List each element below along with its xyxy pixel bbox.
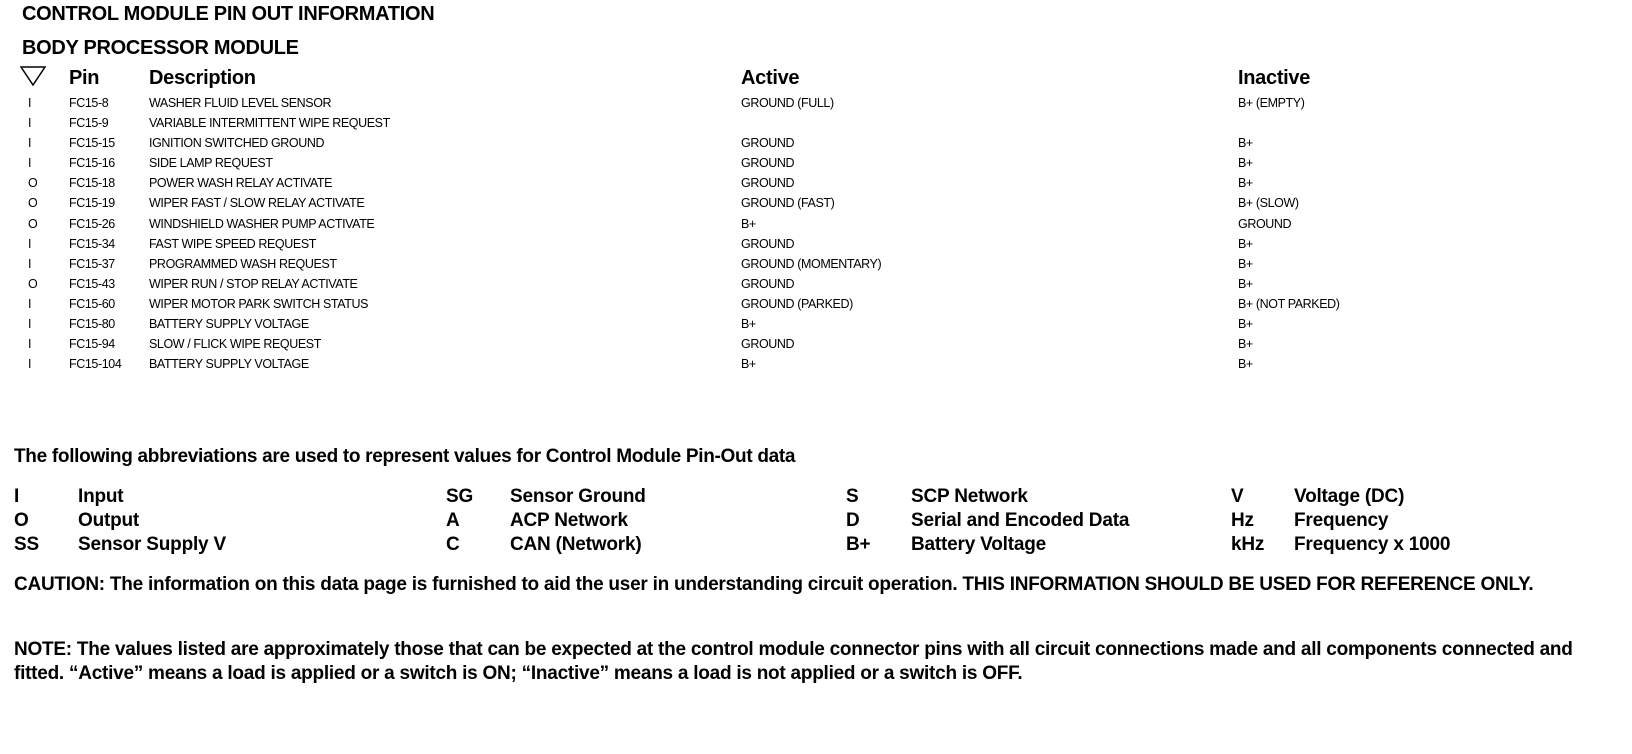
- abbreviation-code: D: [846, 510, 860, 531]
- io-cell: O: [28, 176, 38, 191]
- abbreviation-meaning: SCP Network: [911, 486, 1028, 507]
- abbreviation-code: SG: [446, 486, 474, 507]
- inactive-cell: B+ (SLOW): [1238, 196, 1299, 211]
- table-row: [0, 317, 1632, 337]
- table-row: [0, 96, 1632, 116]
- active-cell: GROUND (MOMENTARY): [741, 256, 882, 271]
- table-row: [0, 237, 1632, 257]
- active-cell: B+: [741, 216, 756, 231]
- table-row: [0, 357, 1632, 377]
- pin-cell: FC15-43: [69, 276, 115, 291]
- io-cell: I: [28, 136, 32, 151]
- active-cell: GROUND: [741, 276, 795, 291]
- table-row: [0, 217, 1632, 237]
- description-column-header: Description: [149, 67, 256, 89]
- abbreviation-code: Hz: [1231, 510, 1254, 531]
- abbreviations-intro: The following abbreviations are used to represent values for Control Module Pin-Out data: [14, 446, 796, 467]
- io-cell: I: [28, 156, 32, 171]
- abbreviation-code: B+: [846, 534, 871, 555]
- description-cell: FAST WIPE SPEED REQUEST: [149, 236, 316, 251]
- module-title: BODY PROCESSOR MODULE: [22, 37, 299, 59]
- description-cell: WIPER MOTOR PARK SWITCH STATUS: [149, 296, 369, 311]
- table-row: [0, 297, 1632, 317]
- pin-cell: FC15-60: [69, 296, 115, 311]
- abbreviation-code: SS: [14, 534, 39, 555]
- pin-cell: FC15-15: [69, 136, 115, 151]
- io-cell: I: [28, 256, 32, 271]
- pin-column-header: Pin: [69, 67, 100, 89]
- caution-text: CAUTION: The information on this data page is furnished to aid the user in understanding circuit operation. THIS INFORMATION SHOULD BE USED FOR REFERENCE ONLY.: [14, 574, 1534, 595]
- description-cell: POWER WASH RELAY ACTIVATE: [149, 176, 333, 191]
- pin-cell: FC15-80: [69, 317, 115, 332]
- description-cell: WIPER FAST / SLOW RELAY ACTIVATE: [149, 196, 365, 211]
- abbreviation-code: I: [14, 486, 20, 507]
- table-row: [0, 176, 1632, 196]
- active-cell: GROUND: [741, 236, 795, 251]
- abbreviation-meaning: ACP Network: [510, 510, 628, 531]
- inactive-cell: GROUND: [1238, 216, 1292, 231]
- io-cell: I: [28, 96, 32, 110]
- note-text: NOTE: The values listed are approximately those that can be expected at the control module connector pins with all circuit connections made and all components connected and fitted. “Active” means a load is applied or a switch is ON; “Inactive” means a load is not applied or a switch is OFF.: [14, 639, 1573, 684]
- active-cell: GROUND: [741, 136, 795, 151]
- table-row: [0, 257, 1632, 277]
- inactive-cell: B+: [1238, 357, 1253, 372]
- description-cell: BATTERY SUPPLY VOLTAGE: [149, 317, 309, 332]
- inactive-cell: B+: [1238, 136, 1253, 151]
- description-cell: SIDE LAMP REQUEST: [149, 156, 273, 171]
- inactive-cell: B+: [1238, 236, 1253, 251]
- active-cell: GROUND (FAST): [741, 196, 835, 211]
- description-cell: WIPER RUN / STOP RELAY ACTIVATE: [149, 276, 358, 291]
- active-cell: GROUND: [741, 337, 795, 352]
- inactive-column-header: Inactive: [1238, 67, 1311, 89]
- io-cell: O: [28, 276, 38, 291]
- description-cell: WINDSHIELD WASHER PUMP ACTIVATE: [149, 216, 375, 231]
- pin-cell: FC15-94: [69, 337, 115, 352]
- inactive-cell: B+: [1238, 337, 1253, 352]
- inactive-cell: B+: [1238, 276, 1253, 291]
- abbreviation-code: O: [14, 510, 29, 531]
- inactive-cell: B+ (EMPTY): [1238, 96, 1305, 110]
- pin-cell: FC15-18: [69, 176, 115, 191]
- table-row: [0, 116, 1632, 136]
- io-cell: I: [28, 296, 32, 311]
- pin-cell: FC15-37: [69, 256, 115, 271]
- pin-cell: FC15-16: [69, 156, 115, 171]
- table-row: [0, 136, 1632, 156]
- abbreviation-meaning: Voltage (DC): [1294, 486, 1405, 507]
- description-cell: PROGRAMMED WASH REQUEST: [149, 256, 337, 271]
- io-cell: I: [28, 337, 32, 352]
- abbreviation-meaning: Input: [78, 486, 124, 507]
- abbreviation-meaning: Serial and Encoded Data: [911, 510, 1130, 531]
- pin-cell: FC15-26: [69, 216, 115, 231]
- io-cell: O: [28, 196, 38, 211]
- active-cell: GROUND (FULL): [741, 96, 834, 110]
- abbreviation-code: C: [446, 534, 460, 555]
- active-cell: GROUND: [741, 156, 795, 171]
- abbreviation-meaning: Sensor Supply V: [78, 534, 226, 555]
- description-cell: VARIABLE INTERMITTENT WIPE REQUEST: [149, 116, 390, 131]
- abbreviation-meaning: Sensor Ground: [510, 486, 646, 507]
- description-cell: BATTERY SUPPLY VOLTAGE: [149, 357, 309, 372]
- io-cell: I: [28, 116, 32, 131]
- pinout-table: [0, 96, 1632, 377]
- pin-cell: FC15-8: [69, 96, 109, 110]
- pin-cell: FC15-104: [69, 357, 122, 372]
- active-cell: B+: [741, 317, 756, 332]
- description-cell: IGNITION SWITCHED GROUND: [149, 136, 325, 151]
- down-triangle-icon: [20, 66, 46, 86]
- abbreviation-meaning: Battery Voltage: [911, 534, 1046, 555]
- table-row: [0, 277, 1632, 297]
- abbreviation-meaning: Output: [78, 510, 140, 531]
- io-cell: I: [28, 357, 32, 372]
- active-cell: B+: [741, 357, 756, 372]
- table-row: [0, 337, 1632, 357]
- pin-cell: FC15-9: [69, 116, 109, 131]
- inactive-cell: B+: [1238, 317, 1253, 332]
- io-cell: O: [28, 216, 38, 231]
- table-row: [0, 156, 1632, 176]
- inactive-cell: B+: [1238, 256, 1253, 271]
- abbreviation-meaning: Frequency x 1000: [1294, 534, 1451, 555]
- page-title: CONTROL MODULE PIN OUT INFORMATION: [22, 3, 435, 25]
- table-row: [0, 196, 1632, 216]
- description-cell: WASHER FLUID LEVEL SENSOR: [149, 96, 332, 110]
- active-column-header: Active: [741, 67, 800, 89]
- pin-cell: FC15-34: [69, 236, 115, 251]
- abbreviation-meaning: Frequency: [1294, 510, 1389, 531]
- inactive-cell: B+ (NOT PARKED): [1238, 296, 1340, 311]
- active-cell: GROUND: [741, 176, 795, 191]
- abbreviation-meaning: CAN (Network): [510, 534, 642, 555]
- abbreviation-code: kHz: [1231, 534, 1265, 555]
- pin-cell: FC15-19: [69, 196, 115, 211]
- abbreviation-code: V: [1231, 486, 1244, 507]
- inactive-cell: B+: [1238, 176, 1253, 191]
- description-cell: SLOW / FLICK WIPE REQUEST: [149, 337, 321, 352]
- abbreviation-code: S: [846, 486, 859, 507]
- io-cell: I: [28, 236, 32, 251]
- io-cell: I: [28, 317, 32, 332]
- active-cell: GROUND (PARKED): [741, 296, 853, 311]
- abbreviation-code: A: [446, 510, 460, 531]
- inactive-cell: B+: [1238, 156, 1253, 171]
